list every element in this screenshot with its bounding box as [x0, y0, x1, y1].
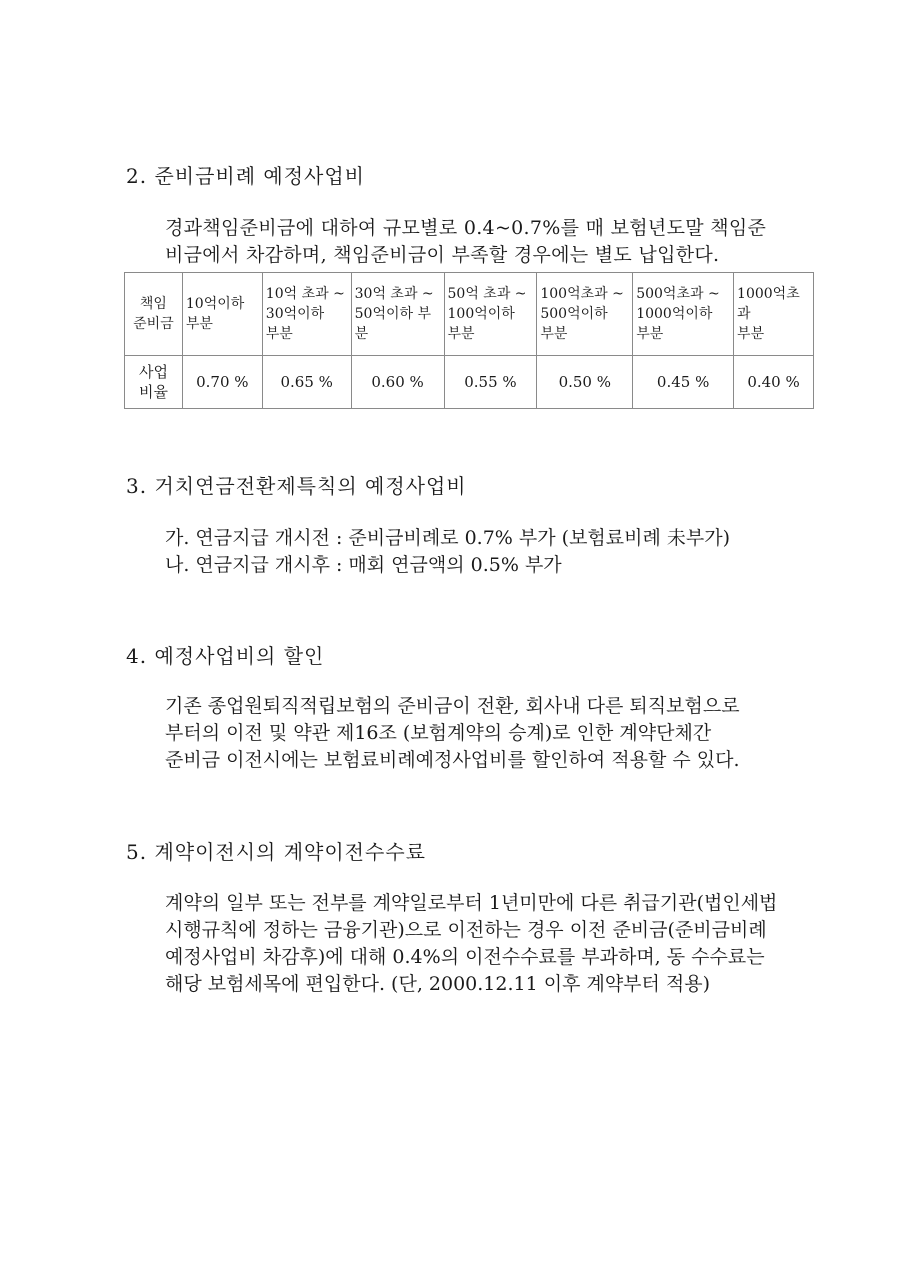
column-header: 10억 초과 ~ 30억이하 부분 — [262, 273, 351, 356]
table-cell: 0.40 % — [734, 356, 814, 409]
table-cell: 0.50 % — [537, 356, 633, 409]
expense-ratio-table — [124, 272, 814, 409]
body-line: 시행규칙에 정하는 금융기관)으로 이전하는 경우 이전 준비금(준비금비례 — [165, 919, 767, 941]
body-line: 해당 보험세목에 편입한다. (단, 2000.12.11 이후 계약부터 적용) — [165, 973, 711, 995]
section-4-body — [165, 693, 815, 774]
body-line: 부터의 이전 및 약관 제16조 (보험계약의 승계)로 인한 계약단체간 — [165, 722, 712, 744]
table-corner-label: 책임 준비금 — [125, 273, 183, 356]
table-row — [125, 356, 814, 409]
table-cell: 0.55 % — [444, 356, 537, 409]
section-2-body — [165, 215, 815, 269]
body-line: 가. 연금지급 개시전 : 준비금비례로 0.7% 부가 (보험료비례 未부가) — [165, 527, 730, 549]
table-cell: 0.60 % — [351, 356, 444, 409]
body-line: 비금에서 차감하며, 책임준비금이 부족할 경우에는 별도 납입한다. — [165, 244, 720, 266]
section-3-title: 3. 거치연금전환제특칙의 예정사업비 — [126, 474, 467, 498]
column-header: 10억이하 부분 — [182, 273, 262, 356]
body-line: 나. 연금지급 개시후 : 매회 연금액의 0.5% 부가 — [165, 554, 562, 576]
body-line: 경과책임준비금에 대하여 규모별로 0.4~0.7%를 매 보험년도말 책임준 — [165, 217, 767, 239]
row-label: 사업 비율 — [125, 356, 183, 409]
column-header: 50억 초과 ~ 100억이하 부분 — [444, 273, 537, 356]
section-5-body — [165, 890, 815, 998]
section-5-title: 5. 계약이전시의 계약이전수수료 — [126, 840, 426, 864]
table-cell: 0.45 % — [633, 356, 734, 409]
section-3-body — [165, 525, 815, 579]
column-header: 100억초과 ~ 500억이하 부분 — [537, 273, 633, 356]
section-2-title: 2. 준비금비례 예정사업비 — [126, 164, 365, 188]
body-line: 기존 종업원퇴직적립보험의 준비금이 전환, 회사내 다른 퇴직보험으로 — [165, 695, 740, 717]
body-line: 계약의 일부 또는 전부를 계약일로부터 1년미만에 다른 취급기관(법인세법 — [165, 892, 778, 914]
table-header-row — [125, 273, 814, 356]
column-header: 30억 초과 ~ 50억이하 부 분 — [351, 273, 444, 356]
body-line: 준비금 이전시에는 보험료비례예정사업비를 할인하여 적용할 수 있다. — [165, 749, 740, 771]
column-header: 500억초과 ~ 1000억이하 부분 — [633, 273, 734, 356]
table-cell: 0.70 % — [182, 356, 262, 409]
section-4-title: 4. 예정사업비의 할인 — [126, 644, 325, 668]
table-cell: 0.65 % — [262, 356, 351, 409]
body-line: 예정사업비 차감후)에 대해 0.4%의 이전수수료를 부과하며, 동 수수료는 — [165, 946, 765, 968]
column-header: 1000억초과 부분 — [734, 273, 814, 356]
